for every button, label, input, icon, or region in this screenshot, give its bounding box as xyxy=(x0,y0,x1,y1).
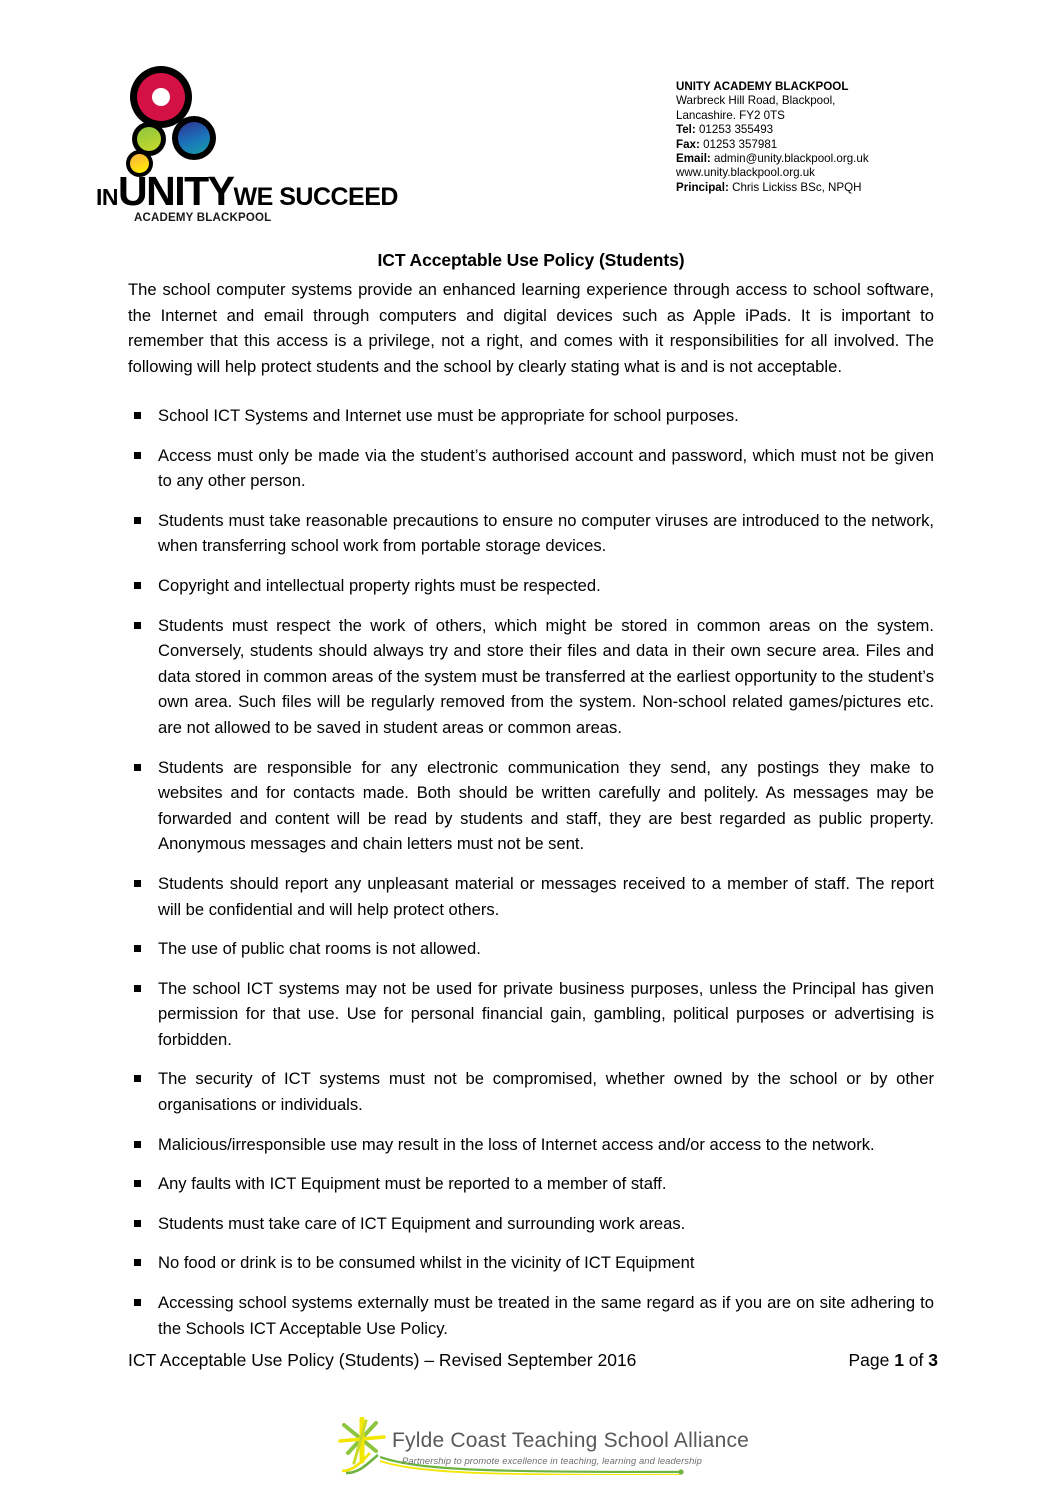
square-bullet-icon xyxy=(134,1141,141,1148)
unity-academy-logo xyxy=(96,60,416,224)
list-item xyxy=(128,871,934,922)
page-title: ICT Acceptable Use Policy (Students) xyxy=(377,250,685,270)
page-number: Page 1 of 3 xyxy=(848,1350,938,1370)
list-item xyxy=(128,508,934,559)
alliance-name: Fylde Coast Teaching School Alliance xyxy=(392,1429,750,1452)
list-item-text: Students must take care of ICT Equipment and surrounding work areas. xyxy=(158,1213,686,1233)
list-item-text: School ICT Systems and Internet use must be appropriate for school purposes. xyxy=(158,406,739,425)
address-line-1: Warbreck Hill Road, Blackpool, xyxy=(676,94,836,108)
page-footer xyxy=(128,1349,938,1371)
square-bullet-icon xyxy=(134,1180,141,1187)
footer-policy-text: ICT Acceptable Use Policy (Students) – Revised September 2016 xyxy=(128,1350,637,1370)
list-item-text: Any faults with ICT Equipment must be reported to a member of staff. xyxy=(158,1174,667,1194)
square-bullet-icon xyxy=(134,622,141,629)
list-item-text: No food or drink is to be consumed whilst in the vicinity of ICT Equipment xyxy=(158,1253,695,1273)
square-bullet-icon xyxy=(134,452,141,459)
list-item xyxy=(128,443,934,494)
list-item xyxy=(128,573,934,599)
list-item-text: The use of public chat rooms is not allowed. xyxy=(158,939,481,959)
school-contact-block xyxy=(676,80,869,195)
list-item xyxy=(128,613,934,741)
email-line: Email: admin@unity.blackpool.org.uk xyxy=(676,152,869,166)
square-bullet-icon xyxy=(134,985,141,992)
square-bullet-icon xyxy=(134,517,141,524)
list-item-text: Malicious/irresponsible use may result in the loss of Internet access and/or access to the network. xyxy=(158,1134,875,1154)
list-item xyxy=(128,1211,934,1237)
list-item xyxy=(128,755,934,857)
list-item-text: Students must take reasonable precautions to ensure no computer viruses are introduced to the network, when transferring school work from portable storage devices. xyxy=(158,510,934,556)
square-bullet-icon xyxy=(134,582,141,589)
list-item xyxy=(128,1171,934,1197)
logo-subtitle: ACADEMY BLACKPOOL xyxy=(134,212,272,224)
list-item xyxy=(128,1250,934,1276)
logo-wordmark xyxy=(96,168,416,224)
alliance-tagline: Partnership to promote excellence in teaching, learning and leadership xyxy=(402,1455,702,1466)
list-item xyxy=(128,1132,934,1158)
list-item xyxy=(128,936,934,962)
list-item-text: Students are responsible for any electronic communication they send, any postings they make to websites and for contacts made. Both should be written carefully and politely. As messages may be forwarded and content will be read by students and staff, they are best regarded as public property. Anonymous messages and chain letters must not be sent. xyxy=(158,757,934,854)
document-header xyxy=(0,56,1059,226)
telephone-line: Tel: 01253 355493 xyxy=(676,123,774,137)
square-bullet-icon xyxy=(134,1259,141,1266)
square-bullet-icon xyxy=(134,764,141,771)
principal-line: Principal: Chris Lickiss BSc, NPQH xyxy=(676,180,862,194)
list-item xyxy=(128,1290,934,1341)
logo-circle-blue-icon xyxy=(172,116,216,160)
list-item xyxy=(128,1066,934,1117)
address-line-2: Lancashire. FY2 0TS xyxy=(676,108,785,122)
fax-line: Fax: 01253 357981 xyxy=(676,137,778,151)
list-item xyxy=(128,403,934,429)
fylde-coast-alliance-logo xyxy=(336,1417,750,1489)
logo-word-we-succeed: WE SUCCEED xyxy=(233,183,398,211)
square-bullet-icon xyxy=(134,1075,141,1082)
square-bullet-icon xyxy=(134,880,141,887)
list-item-text: Students should report any unpleasant material or messages received to a member of staff. The report will be confidential and will help protect others. xyxy=(158,873,934,919)
logo-circles-graphic xyxy=(112,60,242,180)
logo-word-in: IN xyxy=(96,184,118,210)
square-bullet-icon xyxy=(134,1299,141,1306)
list-item-text: Accessing school systems externally must be treated in the same regard as if you are on site adhering to the Schools ICT Acceptable Use Policy. xyxy=(158,1293,934,1338)
list-item-text: The school ICT systems may not be used for private business purposes, unless the Principal has given permission for that use. Use for personal financial gain, gambling, political purposes or advertising is forbidden. xyxy=(158,978,934,1049)
logo-word-unity: UNITY xyxy=(118,168,234,214)
intro-paragraph: The school computer systems provide an enhanced learning experience through access to school software, the Internet and email through computers and digital devices such as Apple iPads. It is important to remember that this access is a privilege, not a right, and comes with it responsibilities for all involved. The following will help protect students and the school by clearly stating what is and is not acceptable. xyxy=(128,280,934,376)
list-item xyxy=(128,976,934,1053)
list-item-text: Access must only be made via the student’s authorised account and password, which must not be given to any other person. xyxy=(158,445,934,491)
list-item-text: The security of ICT systems must not be compromised, whether owned by the school or by other organisations or individuals. xyxy=(158,1069,934,1115)
school-name: UNITY ACADEMY BLACKPOOL xyxy=(676,80,849,93)
policy-bullet-list xyxy=(128,403,934,1341)
list-item-text: Copyright and intellectual property rights must be respected. xyxy=(158,575,601,595)
square-bullet-icon xyxy=(134,1220,141,1227)
square-bullet-icon xyxy=(134,945,141,952)
website-line: www.unity.blackpool.org.uk xyxy=(676,166,815,180)
list-item-text: Students must respect the work of others, which might be stored in common areas on the system. Conversely, students should always try and store their files and data in their own secure area. Files and data stored in common areas of the system must be transferred at the earliest opportunity to the student’s own area. Such files will be regularly removed from the system. Non-school related games/pictures etc. are not allowed to be saved in student areas or common areas. xyxy=(158,615,934,737)
square-bullet-icon xyxy=(134,412,141,419)
